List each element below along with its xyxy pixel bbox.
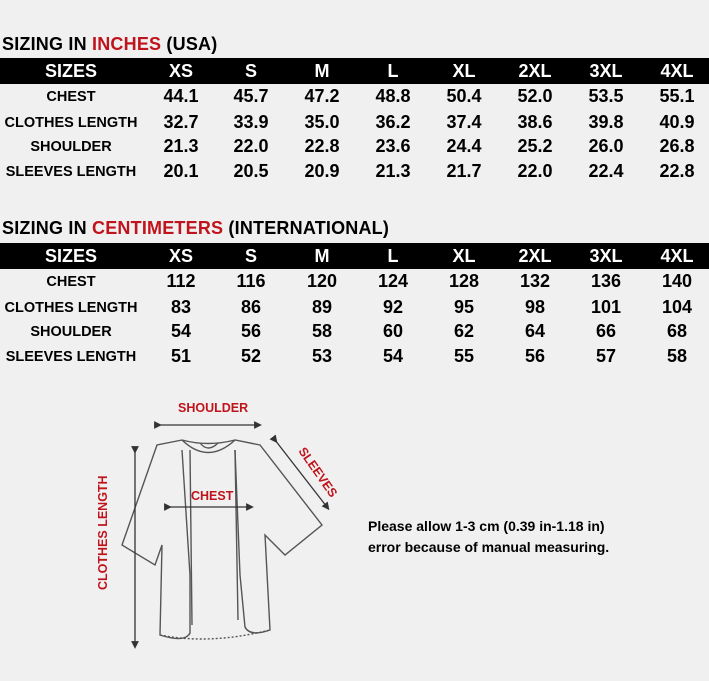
note-line-2: error because of manual measuring. [368,539,610,555]
inches-header-bar [0,58,709,84]
table-cell: 54 [382,346,404,366]
table-cell: 57 [595,346,617,366]
table-cell: 45.7 [233,86,269,106]
table-cell: 20.5 [233,161,269,181]
row-label: SLEEVES LENGTH [5,348,137,365]
size-header-m: M [314,60,330,81]
table-cell: 39.8 [588,112,624,132]
table-cell: 54 [170,321,192,341]
table-cell: 52.0 [517,86,553,106]
table-cell: 120 [306,271,338,291]
inches-title-prefix: SIZING IN [2,34,93,54]
table-cell: 56 [524,346,546,366]
table-cell: 132 [519,271,551,291]
cm-title-suffix: (INTERNATIONAL) [223,218,390,238]
table-cell: 22.8 [659,161,695,181]
size-header-2xl: 2XL [518,245,552,266]
row-label: SLEEVES LENGTH [5,163,137,180]
size-header-l: L [387,245,399,266]
table-cell: 112 [166,271,196,291]
table-cell: 33.9 [233,112,269,132]
table-row [0,159,709,184]
size-header-l: L [387,60,399,81]
table-cell: 62 [453,321,475,341]
table-cell: 35.0 [304,112,340,132]
table-cell: 86 [240,297,262,317]
inches-title-highlight: INCHES [92,34,162,54]
cm-header-bar [0,243,709,269]
table-row [0,84,709,109]
table-cell: 20.1 [163,161,199,181]
row-label: CHEST [46,88,96,105]
table-cell: 104 [661,297,693,317]
shoulder-label: SHOULDER [178,401,249,415]
table-cell: 23.6 [375,136,411,156]
table-cell: 55 [453,346,475,366]
measurement-note [368,516,668,558]
inches-title [2,34,217,55]
size-header-s: S [244,60,257,81]
size-header-xs: XS [168,245,193,266]
row-label: CHEST [46,273,96,290]
table-cell: 116 [236,271,266,291]
kimono-measurement-diagram [90,395,350,655]
size-header-xl: XL [452,245,476,266]
size-header-xl: XL [452,60,476,81]
cm-title-highlight: CENTIMETERS [92,218,224,238]
table-cell: 22.0 [233,136,269,156]
table-cell: 51 [170,346,192,366]
table-cell: 92 [382,297,404,317]
table-cell: 56 [240,321,262,341]
table-cell: 20.9 [304,161,340,181]
row-label: CLOTHES LENGTH [4,299,138,316]
row-label: SHOULDER [30,138,112,155]
size-header-3xl: 3XL [589,60,623,81]
size-header-2xl: 2XL [518,60,552,81]
table-cell: 32.7 [163,112,199,132]
row-label: SHOULDER [30,323,112,340]
table-cell: 25.2 [517,136,553,156]
table-cell: 83 [170,297,192,317]
table-cell: 40.9 [659,112,695,132]
table-cell: 21.3 [375,161,411,181]
cm-title [2,218,389,239]
table-cell: 21.3 [163,136,199,156]
table-cell: 89 [311,297,333,317]
note-line-1: Please allow 1-3 cm (0.39 in-1.18 in) [368,518,605,534]
table-cell: 21.7 [446,161,482,181]
table-cell: 37.4 [446,112,482,132]
table-cell: 55.1 [659,86,695,106]
kimono-outline [122,440,322,639]
table-cell: 60 [382,321,404,341]
table-row [0,269,709,294]
chest-label: CHEST [191,489,234,503]
table-cell: 44.1 [163,86,199,106]
table-cell: 50.4 [446,86,482,106]
table-cell: 47.2 [304,86,340,106]
size-header-4xl: 4XL [660,60,694,81]
table-cell: 95 [453,297,475,317]
table-row [0,110,709,135]
table-cell: 26.0 [588,136,624,156]
table-cell: 58 [311,321,333,341]
table-cell: 124 [377,271,409,291]
size-header-4xl: 4XL [660,245,694,266]
table-row [0,319,709,344]
sleeves-label: SLEEVES [295,444,341,500]
table-cell: 24.4 [446,136,482,156]
table-cell: 136 [590,271,622,291]
size-header-xs: XS [168,60,193,81]
table-row [0,344,709,369]
table-cell: 22.0 [517,161,553,181]
table-cell: 38.6 [517,112,553,132]
table-cell: 48.8 [375,86,411,106]
size-header-s: S [244,245,257,266]
table-cell: 128 [448,271,480,291]
table-cell: 64 [524,321,546,341]
size-header-m: M [314,245,330,266]
inches-header-label: SIZES [44,60,97,81]
table-cell: 58 [666,346,688,366]
table-cell: 101 [590,297,622,317]
table-cell: 53.5 [588,86,624,106]
table-cell: 68 [666,321,688,341]
cm-title-prefix: SIZING IN [2,218,93,238]
table-cell: 66 [595,321,617,341]
table-row [0,134,709,159]
table-cell: 22.8 [304,136,340,156]
table-cell: 98 [524,297,546,317]
table-cell: 140 [661,271,693,291]
table-cell: 26.8 [659,136,695,156]
table-cell: 36.2 [375,112,411,132]
table-cell: 52 [240,346,262,366]
table-row [0,295,709,320]
table-cell: 22.4 [588,161,624,181]
length-label: CLOTHES LENGTH [96,475,110,590]
cm-header-label: SIZES [44,245,97,266]
table-cell: 53 [311,346,333,366]
size-header-3xl: 3XL [589,245,623,266]
inches-title-suffix: (USA) [161,34,218,54]
row-label: CLOTHES LENGTH [4,114,138,131]
